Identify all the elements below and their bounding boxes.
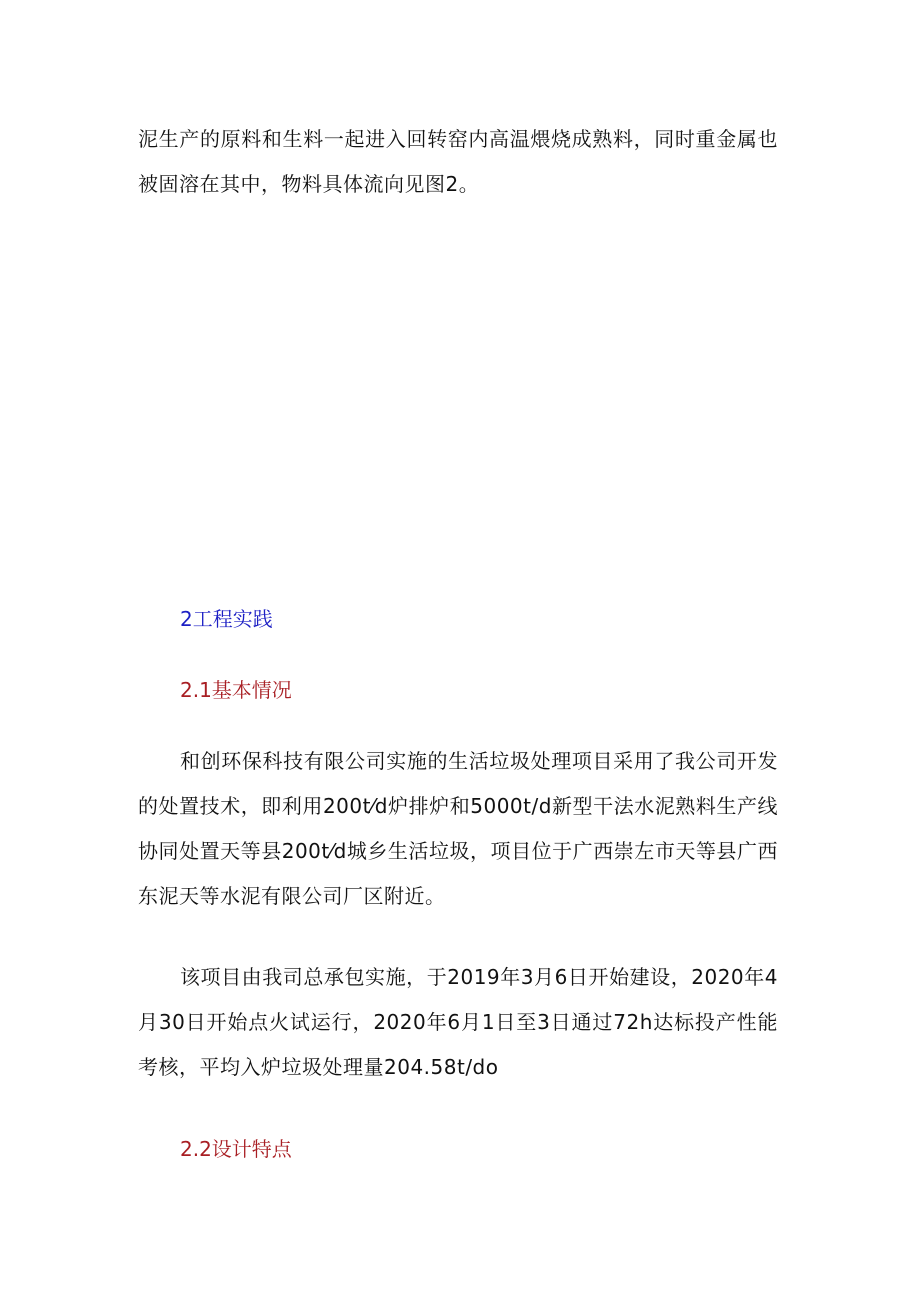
basic-situation-paragraph-1: 和创环保科技有限公司实施的生活垃圾处理项目采用了我公司开发的处置技术，即利用200t⁄d炉排炉和5000t/d新型干法水泥熟料生产线协同处置天等县200t⁄d城乡生活垃圾，项目位于广西崇左市天等县广西东泥天等水泥有限公司厂区附近。 xyxy=(138,749,778,908)
subsection-heading-design-features: 2.2设计特点 xyxy=(180,1137,292,1161)
basic-situation-paragraph-2: 该项目由我司总承包实施，于2019年3月6日开始建设，2020年4月30日开始点火试运行，2020年6月1日至3日通过72h达标投产性能考核，平均入炉垃圾处理量204.58t/do xyxy=(138,965,778,1079)
section-heading-engineering-practice: 2工程实践 xyxy=(180,607,273,631)
intro-paragraph: 泥生产的原料和生料一起进入回转窑内高温煨烧成熟料，同时重金属也被固溶在其中，物料具体流向见图2。 xyxy=(138,127,778,196)
subsection-heading-basic-situation: 2.1基本情况 xyxy=(180,678,292,702)
